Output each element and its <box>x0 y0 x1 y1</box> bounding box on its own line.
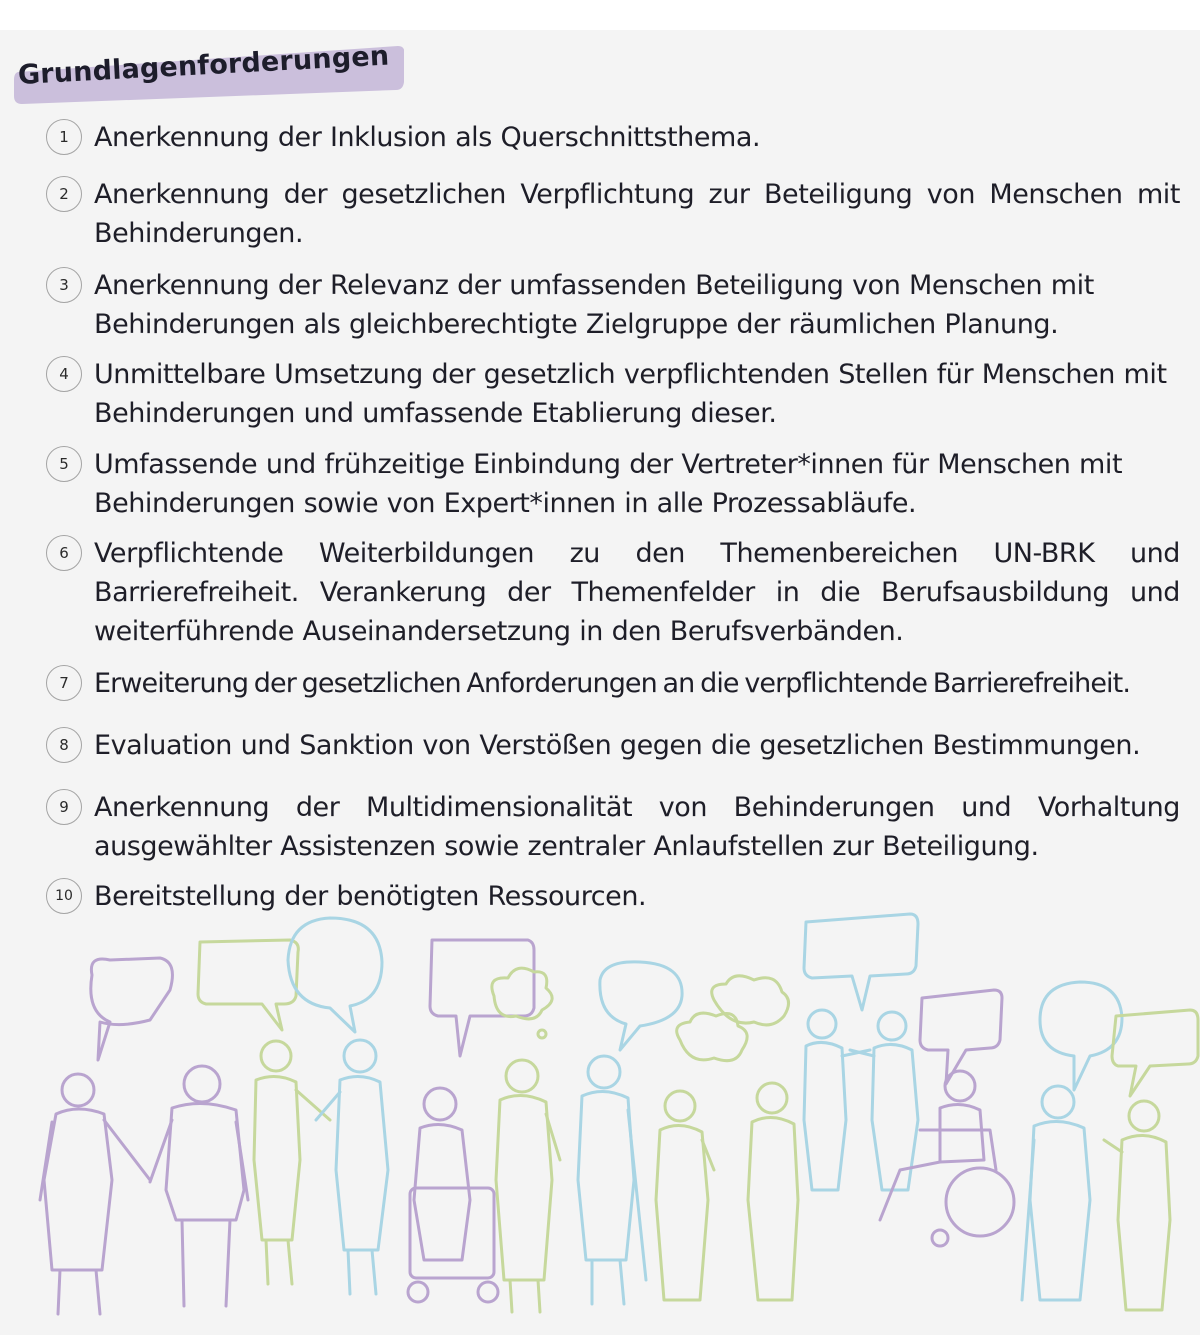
item-text: Anerkennung der Multidimensionalität von Behinderungen und Vorhaltung ausgewählter Assistenzen sowie zentraler Anlaufstellen zur Beteiligung. <box>94 792 1180 862</box>
number-badge: 8 <box>46 727 82 763</box>
item-text: Umfassende und frühzeitige Einbindung der Vertreter*innen für Menschen mit Behinderungen sowie von Expert*innen in alle Prozessabläufe. <box>94 449 1123 519</box>
number-badge: 5 <box>46 446 82 482</box>
person-figure <box>804 1010 870 1190</box>
speech-bubble-icon <box>1112 1010 1198 1096</box>
item-text: Bereitstellung der benötigten Ressourcen. <box>94 881 647 912</box>
person-figure <box>254 1041 330 1284</box>
item-text: Evaluation und Sanktion von Verstößen gegen die gesetzlichen Bestimmungen. <box>94 730 1141 761</box>
item-text: Verpflichtende Weiterbildungen zu den Themenbereichen UN-BRK und Barrierefreiheit. Verankerung der Themenfelder in die Berufsausbildung und weiterführende Auseinandersetzung in den Berufsverbänden. <box>94 538 1180 647</box>
person-figure <box>656 1091 714 1300</box>
list-item <box>46 355 1180 433</box>
wheelchair-user-figure <box>880 1071 1014 1246</box>
number-badge: 7 <box>46 665 82 701</box>
number-badge: 3 <box>46 267 82 303</box>
number-badge: 2 <box>46 176 82 212</box>
item-text: Erweiterung der gesetzlichen Anforderungen an die verpflichtende Barrierefreiheit. <box>94 668 1130 699</box>
item-text: Anerkennung der Relevanz der umfassenden Beteiligung von Menschen mit Behinderungen als gleichberechtigte Zielgruppe der räumlichen Planung. <box>94 270 1094 340</box>
list-item <box>46 726 1180 765</box>
thought-dot-icon <box>538 1030 546 1038</box>
speech-bubble-icon <box>288 918 382 1032</box>
number-badge: 6 <box>46 535 82 571</box>
list-item <box>46 664 1180 703</box>
person-figure <box>40 1074 150 1314</box>
people-illustration-svg <box>0 900 1200 1335</box>
item-text: Anerkennung der gesetzlichen Verpflichtung zur Beteiligung von Menschen mit Behinderungen. <box>94 179 1180 249</box>
people-illustration <box>0 900 1200 1335</box>
page-title: Grundlagenforderungen <box>17 40 390 91</box>
speech-bubble-icon <box>430 940 534 1056</box>
person-figure <box>408 1088 498 1302</box>
number-badge: 9 <box>46 789 82 825</box>
person-figure <box>850 1012 918 1190</box>
list-item <box>46 175 1180 253</box>
person-figure <box>150 1066 248 1306</box>
person-figure <box>496 1060 560 1312</box>
number-badge: 1 <box>46 119 82 155</box>
speech-bubble-icon <box>1040 982 1122 1090</box>
number-badge: 10 <box>46 878 82 914</box>
list-item <box>46 534 1180 651</box>
item-text: Anerkennung der Inklusion als Querschnittsthema. <box>94 122 761 153</box>
list-item <box>46 445 1180 523</box>
speech-bubble-icon <box>198 940 298 1030</box>
person-figure <box>578 1056 646 1304</box>
thought-bubble-icon <box>492 968 552 1019</box>
speech-bubble-icon <box>804 914 918 1010</box>
person-figure <box>316 1040 388 1294</box>
person-figure <box>1104 1101 1170 1310</box>
number-badge: 4 <box>46 356 82 392</box>
list-item <box>46 788 1180 866</box>
list-item <box>46 118 1180 157</box>
person-figure <box>748 1083 798 1300</box>
list-item <box>46 266 1180 344</box>
person-figure <box>1022 1086 1090 1300</box>
speech-bubble-icon <box>91 958 173 1060</box>
item-text: Unmittelbare Umsetzung der gesetzlich verpflichtenden Stellen für Menschen mit Behinderungen und umfassende Etablierung dieser. <box>94 359 1167 429</box>
speech-bubble-icon <box>600 962 682 1050</box>
thought-bubble-icon <box>712 976 789 1025</box>
heading-block <box>12 42 404 104</box>
